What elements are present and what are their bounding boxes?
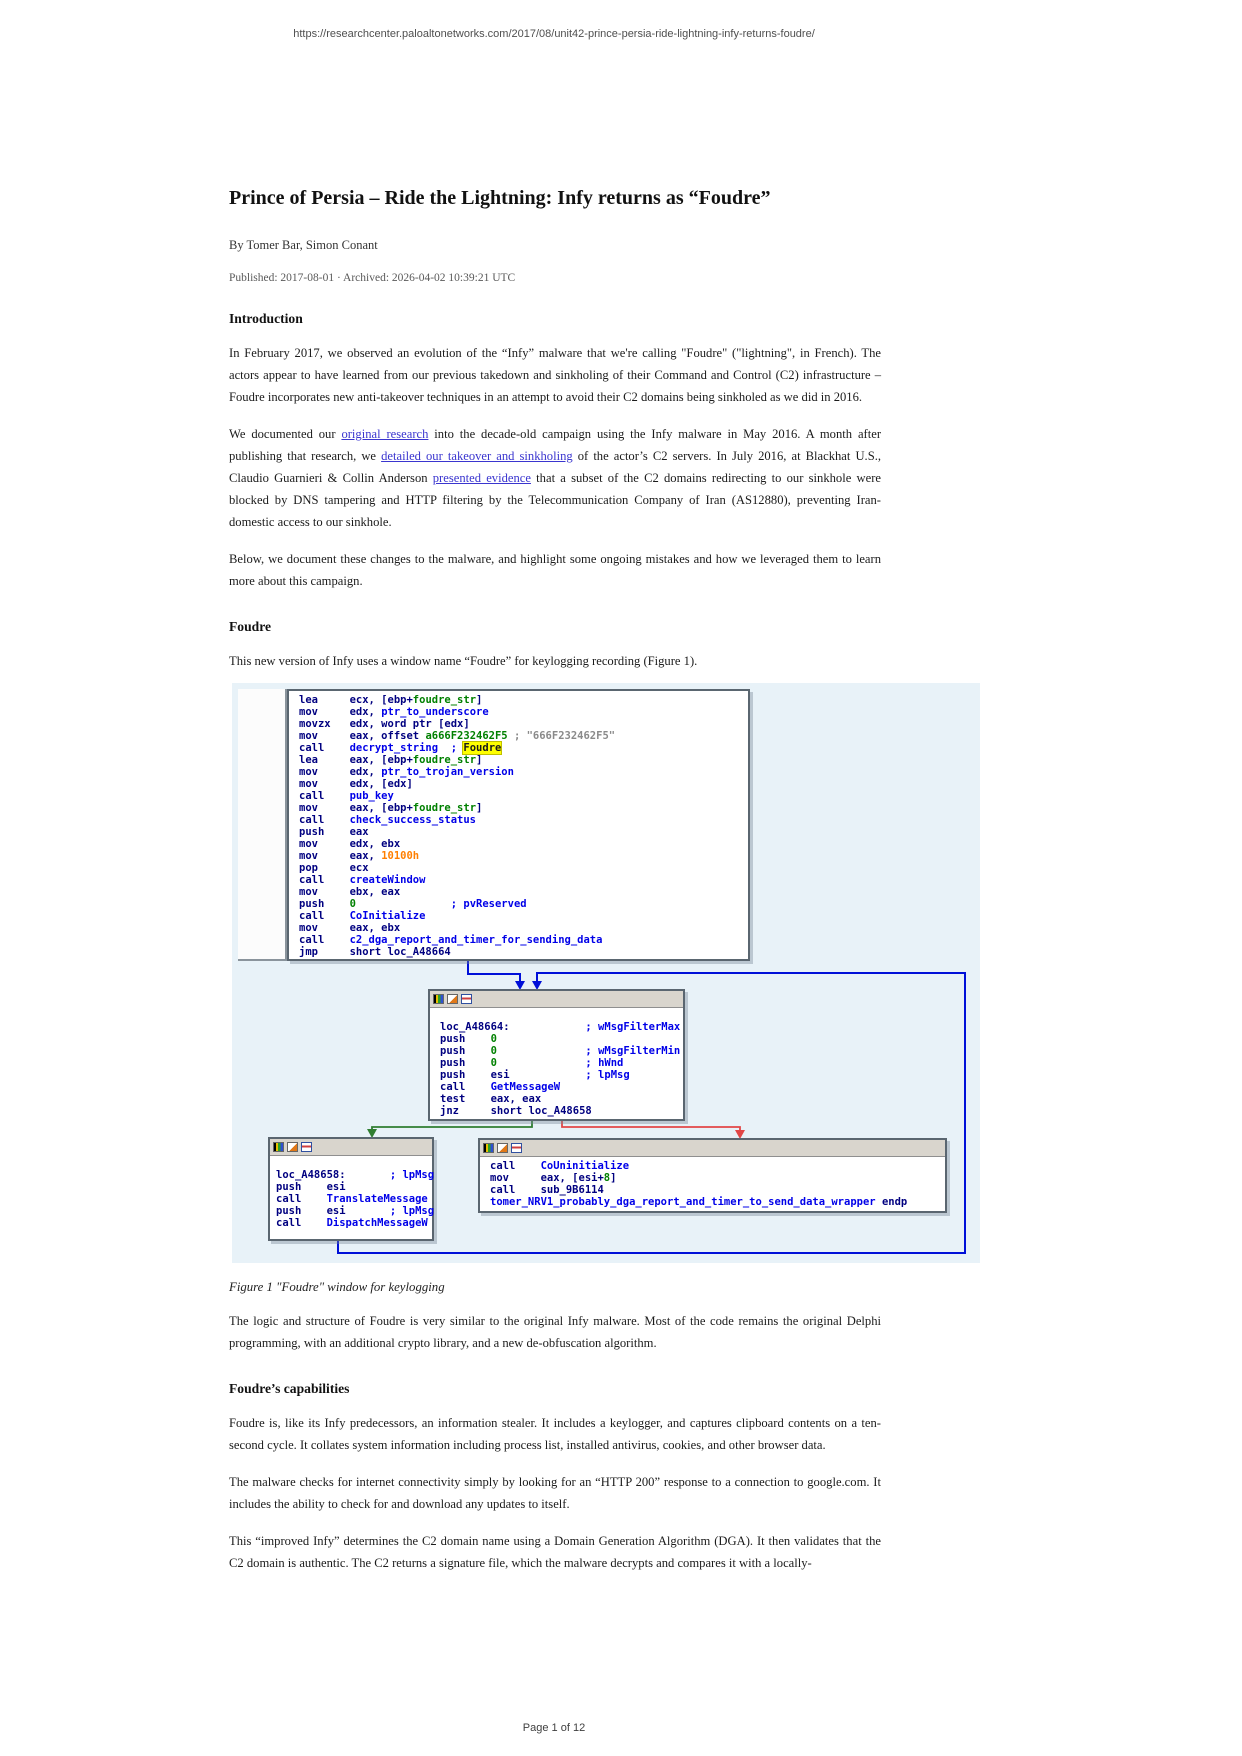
paragraph: The malware checks for internet connectivity simply by looking for an “HTTP 200” response to a connection to google.com. It includes the ability to check for and download any updates to itself. bbox=[229, 1475, 881, 1511]
window-icon bbox=[461, 994, 472, 1004]
byline: By Tomer Bar, Simon Conant bbox=[229, 238, 378, 252]
code-line: push 0 ; pvReserved bbox=[299, 898, 527, 910]
edit-icon bbox=[447, 994, 458, 1004]
palette-icon bbox=[483, 1143, 494, 1153]
print-header-url: https://researchcenter.paloaltonetworks.com/2017/08/unit42-prince-persia-ride-lightning-infy-returns-foudre/ bbox=[293, 28, 815, 40]
code-line: jnz short loc_A48658 bbox=[440, 1105, 592, 1117]
inline-link[interactable]: original research bbox=[341, 427, 429, 441]
code-line: lea eax, [ebp+foudre_str] bbox=[299, 754, 483, 766]
figure-caption: Figure 1 "Foudre" window for keylogging bbox=[229, 1280, 445, 1294]
code-line: call CoInitialize bbox=[299, 910, 426, 922]
paragraph: This “improved Infy” determines the C2 domain name using a Domain Generation Algorithm (DGA). It then validates that the C2 domain is authentic. The C2 returns a signature file, which the malware decrypts and compares it with a locally- bbox=[229, 1534, 881, 1570]
code-line: mov edx, ptr_to_underscore bbox=[299, 706, 489, 718]
palette-icon bbox=[433, 994, 444, 1004]
code-line: push eax bbox=[299, 826, 369, 838]
code-line: push esi bbox=[276, 1181, 346, 1193]
paragraph: The logic and structure of Foudre is very similar to the original Infy malware. Most of the code remains the original Delphi programming, with an additional crypto library, and a new de-obfuscation algorithm. bbox=[229, 1314, 881, 1350]
code-line: mov eax, 10100h bbox=[299, 850, 420, 862]
code-line: lea ecx, [ebp+foudre_str] bbox=[299, 694, 483, 706]
node-titlebar bbox=[270, 1139, 432, 1156]
code-line: call CoUninitialize bbox=[490, 1160, 630, 1172]
code-line: test eax, eax bbox=[440, 1093, 542, 1105]
page-title: Prince of Persia – Ride the Lightning: Infy returns as “Foudre” bbox=[229, 187, 771, 209]
code-line: push 0 bbox=[440, 1033, 497, 1045]
graph-node-clipped bbox=[238, 689, 287, 961]
graph-node-endp bbox=[478, 1138, 947, 1213]
code-line: push 0 ; wMsgFilterMin bbox=[440, 1045, 681, 1057]
window-icon bbox=[301, 1142, 312, 1152]
article bbox=[229, 0, 908, 1574]
edge-false-branch bbox=[562, 1121, 740, 1132]
graph-node-loc-A48664 bbox=[428, 989, 685, 1121]
disassembly-code bbox=[430, 1008, 683, 1117]
page-number: Page 1 of 12 bbox=[522, 1722, 586, 1734]
code-line: call check_success_status bbox=[299, 814, 477, 826]
graph-node-loc-A48658 bbox=[268, 1137, 434, 1241]
disassembly-code bbox=[289, 691, 748, 958]
figure-ida-graph bbox=[232, 683, 980, 1263]
code-line: call sub_9B6114 bbox=[490, 1184, 604, 1196]
code-line: mov eax, [ebp+foudre_str] bbox=[299, 802, 483, 814]
edit-icon bbox=[287, 1142, 298, 1152]
code-line: call createWindow bbox=[299, 874, 426, 886]
code-line: push esi ; lpMsg bbox=[440, 1069, 630, 1081]
code-line: call DispatchMessageW bbox=[276, 1217, 428, 1229]
code-line: mov eax, offset a666F232462F5 ; "666F232462F5" bbox=[299, 730, 616, 742]
code-line: call TranslateMessage bbox=[276, 1193, 428, 1205]
code-line: call GetMessageW bbox=[440, 1081, 561, 1093]
code-line: loc_A48664: ; wMsgFilterMax bbox=[440, 1021, 681, 1033]
paragraph: Below, we document these changes to the malware, and highlight some ongoing mistakes and how we leveraged them to learn more about this campaign. bbox=[229, 552, 881, 588]
code-line: mov ebx, eax bbox=[299, 886, 401, 898]
disassembly-code bbox=[270, 1156, 435, 1229]
paragraph: In February 2017, we observed an evolution of the “Infy” malware that we're calling "Foudre" ("lightning", in French). The actors appear to have learned from our previous takedown and sinkholing of their Command and Control (C2) infrastructure – Foudre incorporates new anti-takeover techniques in an attempt to avoid their C2 domains being sinkholed as we did in 2016. bbox=[229, 346, 881, 404]
graph-node-entry bbox=[287, 689, 750, 961]
paragraph: We documented our original research into the decade-old campaign using the Infy malware in May 2016. A month after publishing that research, we detailed our takeover and sinkholing of the actor’s C2 servers. In July 2016, at Blackhat U.S., Claudio Guarnieri & Collin Anderson presented evidence that a subset of the C2 domains redirecting to our sinkhole were blocked by DNS tampering and HTTP filtering by the Telecommunication Company of Iran (AS12880), preventing Iran-domestic access to our sinkhole. bbox=[229, 427, 882, 529]
window-icon bbox=[511, 1143, 522, 1153]
code-line: mov eax, ebx bbox=[299, 922, 401, 934]
edge-jmp bbox=[468, 961, 520, 983]
node-titlebar bbox=[480, 1140, 945, 1157]
article-body bbox=[229, 311, 908, 1574]
code-line: call c2_dga_report_and_timer_for_sending_data bbox=[299, 934, 603, 946]
section-heading: Foudre bbox=[229, 619, 272, 634]
code-line: mov edx, ptr_to_trojan_version bbox=[299, 766, 514, 778]
section-heading: Foudre’s capabilities bbox=[229, 1381, 350, 1396]
code-line: pop ecx bbox=[299, 862, 369, 874]
edge-true-branch bbox=[372, 1121, 532, 1131]
palette-icon bbox=[273, 1142, 284, 1152]
node-titlebar bbox=[430, 991, 683, 1008]
paragraph: This new version of Infy uses a window name “Foudre” for keylogging recording (Figure 1). bbox=[229, 654, 698, 668]
disassembly-code bbox=[480, 1157, 945, 1208]
section-heading: Introduction bbox=[229, 311, 303, 326]
code-line: push 0 ; hWnd bbox=[440, 1057, 624, 1069]
code-line: call decrypt_string ; Foudre bbox=[299, 742, 502, 754]
code-line: mov edx, [edx] bbox=[299, 778, 413, 790]
code-line: loc_A48658: ; lpMsg bbox=[276, 1169, 435, 1181]
code-line: call pub_key bbox=[299, 790, 394, 802]
edit-icon bbox=[497, 1143, 508, 1153]
code-line: push esi ; lpMsg bbox=[276, 1205, 435, 1217]
inline-link[interactable]: presented evidence bbox=[432, 471, 531, 485]
code-line: jmp short loc_A48664 bbox=[299, 946, 451, 958]
dateline: Published: 2017-08-01 · Archived: 2026-04-02 10:39:21 UTC bbox=[229, 272, 516, 284]
inline-link[interactable]: detailed our takeover and sinkholing bbox=[381, 449, 573, 463]
code-line: movzx edx, word ptr [edx] bbox=[299, 718, 470, 730]
code-line: mov eax, [esi+8] bbox=[490, 1172, 617, 1184]
code-line: tomer_NRV1_probably_dga_report_and_timer_to_send_data_wrapper endp bbox=[490, 1196, 908, 1208]
code-line: mov edx, ebx bbox=[299, 838, 401, 850]
paragraph: Foudre is, like its Infy predecessors, an information stealer. It includes a keylogger, and captures clipboard contents on a ten-second cycle. It collates system information including process list, installed antivirus, cookies, and other browser data. bbox=[229, 1416, 881, 1452]
